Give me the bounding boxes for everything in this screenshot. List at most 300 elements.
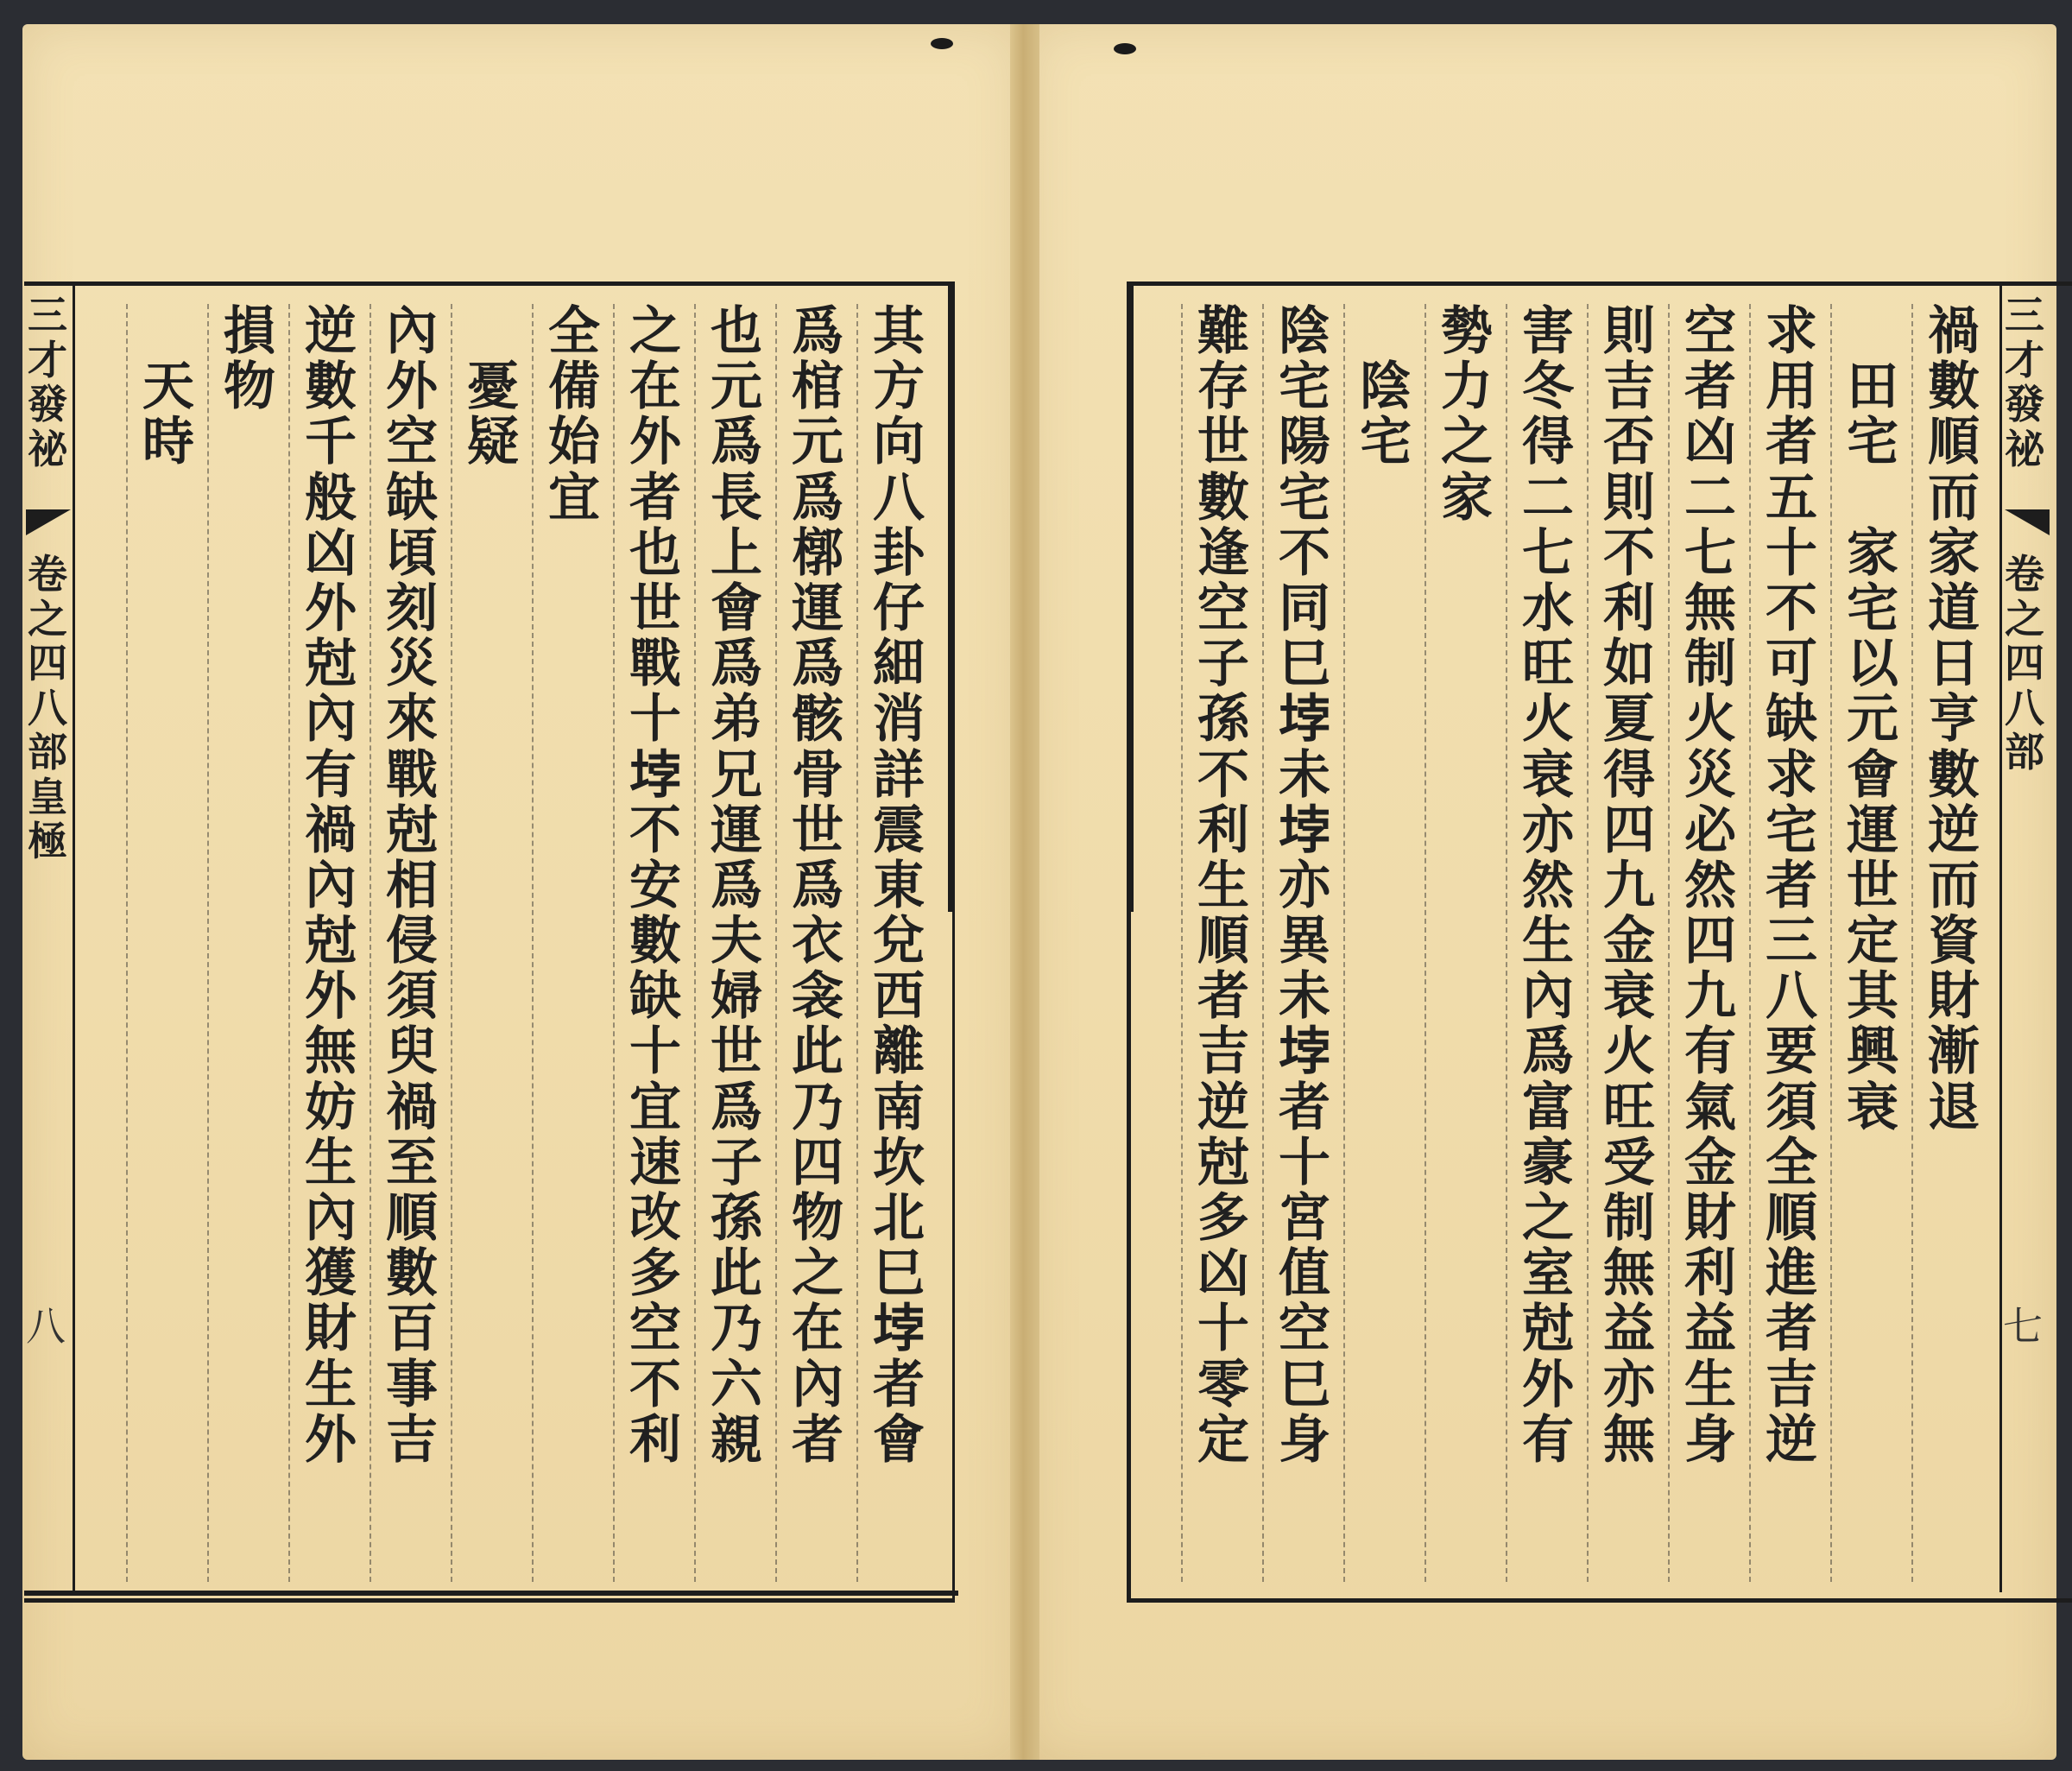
character: 改 — [629, 1188, 681, 1249]
character: 之 — [792, 1243, 843, 1305]
character: 逆 — [1766, 1409, 1817, 1471]
character: 孫 — [1197, 689, 1249, 750]
character: 吉 — [386, 1409, 438, 1471]
character: 吉 — [1766, 1354, 1817, 1415]
character: 也 — [629, 522, 681, 584]
column-rule — [1181, 304, 1184, 1582]
character: 不 — [629, 1354, 681, 1415]
character: 孫 — [711, 1188, 762, 1249]
character: 戰 — [629, 634, 681, 695]
character: 亨 — [1928, 689, 1980, 750]
character: 者 — [792, 1409, 843, 1471]
character: 否 — [1603, 412, 1655, 473]
right-banner-title: 三 才 發 祕 — [2005, 292, 2044, 472]
character: 夏 — [1603, 689, 1655, 750]
character: 臾 — [386, 1021, 438, 1083]
character: 利 — [1603, 578, 1655, 639]
character: 同 — [1279, 578, 1330, 639]
character: 冬 — [1522, 357, 1574, 418]
character: 進 — [1766, 1243, 1817, 1305]
left-banner-title: 三 才 發 祕 — [28, 292, 67, 472]
character: 來 — [386, 689, 438, 750]
character: 家 — [1928, 522, 1980, 584]
character: 要 — [1766, 1021, 1817, 1083]
character: 不 — [1766, 578, 1817, 639]
character: 氣 — [1684, 1077, 1736, 1138]
character: 婦 — [711, 966, 762, 1028]
character: 𡋯 — [1279, 800, 1330, 861]
character: 富 — [1522, 1077, 1574, 1138]
character: 空 — [1197, 578, 1249, 639]
character: 亦 — [1279, 855, 1330, 916]
character: 巳 — [873, 1243, 925, 1305]
character: 戰 — [386, 744, 438, 806]
character: 也 — [711, 301, 762, 362]
character: 害 — [1522, 301, 1574, 362]
character: 親 — [711, 1409, 762, 1471]
character: 凶 — [1197, 1243, 1249, 1305]
character: 之 — [1441, 412, 1493, 473]
character: 方 — [873, 357, 925, 418]
character: 金 — [1684, 1132, 1736, 1193]
character: 妨 — [305, 1077, 357, 1138]
character: 宅 — [1847, 412, 1898, 473]
column-rule — [1506, 304, 1508, 1582]
character: 九 — [1603, 855, 1655, 916]
character: 事 — [386, 1354, 438, 1415]
character: 無 — [1603, 1243, 1655, 1305]
column-rule — [1830, 304, 1833, 1582]
left-text-column — [221, 301, 278, 418]
left-text-column — [383, 301, 440, 1471]
character: 空 — [1279, 1299, 1330, 1360]
character: 五 — [1766, 467, 1817, 528]
character: 則 — [1603, 467, 1655, 528]
character: 千 — [305, 412, 357, 473]
character: 逆 — [305, 301, 357, 362]
character: 爲 — [711, 634, 762, 695]
character: 日 — [1928, 634, 1980, 695]
character: 道 — [1928, 578, 1980, 639]
character: 火 — [1684, 689, 1736, 750]
left-banner-strip — [24, 285, 75, 1592]
character: 外 — [629, 412, 681, 473]
character: 生 — [1684, 1354, 1736, 1415]
character: 運 — [711, 800, 762, 861]
fish-tail-mark — [26, 509, 71, 535]
character: 順 — [386, 1188, 438, 1249]
character: 存 — [1197, 357, 1249, 418]
column-rule — [775, 304, 778, 1582]
character: 不 — [629, 800, 681, 861]
character: 消 — [873, 689, 925, 750]
character: 南 — [873, 1077, 925, 1138]
character: 然 — [1684, 855, 1736, 916]
character: 六 — [711, 1354, 762, 1415]
character: 在 — [792, 1299, 843, 1360]
character: 禍 — [305, 800, 357, 861]
character: 子 — [711, 1132, 762, 1193]
character: 未 — [1279, 744, 1330, 806]
character: 爲 — [711, 1077, 762, 1138]
column-rule — [1668, 304, 1671, 1582]
character: 缺 — [1766, 689, 1817, 750]
character: 空 — [629, 1299, 681, 1360]
character: 侵 — [386, 911, 438, 972]
character: 災 — [1684, 744, 1736, 806]
character: 般 — [305, 467, 357, 528]
character: 金 — [1603, 911, 1655, 972]
character: 此 — [711, 1243, 762, 1305]
character: 數 — [305, 357, 357, 418]
character: 四 — [792, 1132, 843, 1193]
character: 以 — [1847, 634, 1898, 695]
character: 者 — [629, 467, 681, 528]
character: 而 — [1928, 467, 1980, 528]
character: 宮 — [1279, 1188, 1330, 1249]
character: 利 — [1684, 1243, 1736, 1305]
character: 力 — [1441, 357, 1493, 418]
character: 退 — [1928, 1077, 1980, 1138]
character: 詳 — [873, 744, 925, 806]
column-rule — [288, 304, 291, 1582]
character: 宜 — [629, 1077, 681, 1138]
character: 爲 — [792, 467, 843, 528]
character: 獲 — [305, 1243, 357, 1305]
character: 元 — [792, 412, 843, 473]
character — [140, 304, 197, 359]
right-volume-title: 卷 之 四 八 部 — [2005, 551, 2044, 776]
right-text-column — [1276, 301, 1333, 1471]
column-rule — [1262, 304, 1265, 1582]
character: 尅 — [305, 634, 357, 695]
character: 十 — [1197, 1299, 1249, 1360]
right-text-column — [1763, 301, 1820, 1471]
character: 元 — [1847, 689, 1898, 750]
character: 無 — [1684, 578, 1736, 639]
character: 數 — [386, 1243, 438, 1305]
character: 衣 — [792, 911, 843, 972]
character: 豪 — [1522, 1132, 1574, 1193]
character: 無 — [305, 1021, 357, 1083]
column-rule — [1424, 304, 1427, 1582]
character: 內 — [305, 855, 357, 916]
character: 火 — [1603, 1021, 1655, 1083]
character: 漸 — [1928, 1021, 1980, 1083]
column-rule — [207, 304, 210, 1582]
character — [1844, 471, 1901, 526]
character: 凶 — [305, 522, 357, 584]
character: 二 — [1522, 467, 1574, 528]
character: 益 — [1603, 1299, 1655, 1360]
character: 四 — [1603, 800, 1655, 861]
character — [464, 304, 521, 359]
left-text-columns — [76, 301, 948, 1582]
character: 逢 — [1197, 522, 1249, 584]
character: 細 — [873, 634, 925, 695]
character: 禍 — [386, 1077, 438, 1138]
character: 者 — [1279, 1077, 1330, 1138]
right-frame-outer-rule — [1127, 281, 1134, 912]
character: 坎 — [873, 1132, 925, 1193]
character: 八 — [873, 467, 925, 528]
character: 生 — [1197, 855, 1249, 916]
column-rule — [1749, 304, 1752, 1582]
character: 外 — [305, 1409, 357, 1471]
character: 財 — [1928, 966, 1980, 1028]
character: 其 — [1847, 966, 1898, 1028]
character: 陰 — [1360, 357, 1412, 418]
right-text-column — [1844, 304, 1901, 1138]
left-volume-title: 卷 之 四 八 部 皇 極 — [28, 551, 67, 865]
character: 有 — [305, 744, 357, 806]
character: 亦 — [1522, 800, 1574, 861]
character: 須 — [1766, 1077, 1817, 1138]
character: 外 — [386, 357, 438, 418]
character: 缺 — [386, 467, 438, 528]
character: 𡋯 — [873, 1299, 925, 1360]
character: 值 — [1279, 1243, 1330, 1305]
character: 𡋯 — [629, 744, 681, 806]
character: 不 — [1603, 522, 1655, 584]
character: 可 — [1766, 634, 1817, 695]
character: 十 — [629, 689, 681, 750]
left-text-column — [708, 301, 765, 1471]
character: 然 — [1522, 855, 1574, 916]
character: 外 — [305, 578, 357, 639]
character: 難 — [1197, 301, 1249, 362]
character: 空 — [386, 412, 438, 473]
character: 運 — [792, 578, 843, 639]
character: 外 — [305, 966, 357, 1028]
character: 宜 — [548, 467, 600, 528]
column-rule — [370, 304, 372, 1582]
character: 爲 — [711, 855, 762, 916]
character: 必 — [1684, 800, 1736, 861]
character: 定 — [1197, 1409, 1249, 1471]
character: 上 — [711, 522, 762, 584]
character: 世 — [629, 578, 681, 639]
character: 勢 — [1441, 301, 1493, 362]
character: 宅 — [1279, 467, 1330, 528]
column-rule — [856, 304, 859, 1582]
character: 定 — [1847, 911, 1898, 972]
character: 無 — [1603, 1409, 1655, 1471]
character: 之 — [629, 301, 681, 362]
character: 須 — [386, 966, 438, 1028]
character: 之 — [1522, 1188, 1574, 1249]
right-text-column — [1195, 301, 1252, 1471]
character: 水 — [1522, 578, 1574, 639]
character: 災 — [386, 634, 438, 695]
character: 凶 — [1684, 412, 1736, 473]
character: 東 — [873, 855, 925, 916]
character: 速 — [629, 1132, 681, 1193]
character: 槨 — [792, 522, 843, 584]
right-text-column — [1357, 304, 1414, 471]
binding-hole — [1114, 43, 1136, 54]
character: 室 — [1522, 1243, 1574, 1305]
character: 興 — [1847, 1021, 1898, 1083]
character: 逆 — [1197, 1077, 1249, 1138]
character: 巳 — [1279, 634, 1330, 695]
character — [1844, 304, 1901, 359]
character: 不 — [1279, 522, 1330, 584]
character: 十 — [1279, 1132, 1330, 1193]
character: 爲 — [792, 634, 843, 695]
character: 在 — [629, 357, 681, 418]
character: 爲 — [711, 412, 762, 473]
character: 衰 — [1522, 744, 1574, 806]
character: 物 — [792, 1188, 843, 1249]
character: 夫 — [711, 911, 762, 972]
column-rule — [126, 304, 129, 1582]
character: 尅 — [305, 911, 357, 972]
left-text-column — [870, 301, 927, 1471]
character: 生 — [1522, 911, 1574, 972]
character: 物 — [224, 357, 275, 418]
character: 未 — [1279, 966, 1330, 1028]
character: 者 — [873, 1354, 925, 1415]
character: 長 — [711, 467, 762, 528]
column-rule — [451, 304, 453, 1582]
character: 子 — [1197, 634, 1249, 695]
right-text-column — [1601, 301, 1658, 1471]
character: 內 — [1522, 966, 1574, 1028]
character: 順 — [1928, 412, 1980, 473]
character: 衰 — [1847, 1077, 1898, 1138]
character: 𡋯 — [1279, 1021, 1330, 1083]
character: 四 — [1684, 911, 1736, 972]
character: 其 — [873, 301, 925, 362]
character: 者 — [1766, 855, 1817, 916]
character: 尅 — [1522, 1299, 1574, 1360]
character: 田 — [1847, 357, 1898, 418]
left-page-number: 八 — [26, 1303, 66, 1350]
character: 吉 — [1603, 357, 1655, 418]
character: 衾 — [792, 966, 843, 1028]
character: 者 — [1197, 966, 1249, 1028]
character: 尅 — [386, 800, 438, 861]
character: 有 — [1684, 1021, 1736, 1083]
character: 會 — [711, 578, 762, 639]
character: 棺 — [792, 357, 843, 418]
character: 全 — [548, 301, 600, 362]
character: 向 — [873, 412, 925, 473]
fish-tail-mark — [2005, 509, 2050, 535]
left-text-column — [140, 304, 197, 471]
character: 八 — [1766, 966, 1817, 1028]
character: 順 — [1197, 911, 1249, 972]
character: 禍 — [1928, 301, 1980, 362]
character: 者 — [1684, 357, 1736, 418]
character: 用 — [1766, 357, 1817, 418]
character: 元 — [711, 357, 762, 418]
character: 宅 — [1847, 578, 1898, 639]
character: 此 — [792, 1021, 843, 1083]
character: 不 — [1197, 744, 1249, 806]
character: 卦 — [873, 522, 925, 584]
character: 缺 — [629, 966, 681, 1028]
column-rule — [613, 304, 616, 1582]
character: 空 — [1684, 301, 1736, 362]
character: 兌 — [873, 911, 925, 972]
character: 求 — [1766, 744, 1817, 806]
character: 外 — [1522, 1354, 1574, 1415]
character: 頃 — [386, 522, 438, 584]
character: 內 — [305, 1188, 357, 1249]
character: 弟 — [711, 689, 762, 750]
character: 受 — [1603, 1132, 1655, 1193]
character: 七 — [1522, 522, 1574, 584]
character: 得 — [1522, 412, 1574, 473]
character: 零 — [1197, 1354, 1249, 1415]
character: 骸 — [792, 689, 843, 750]
character: 尅 — [1197, 1132, 1249, 1193]
character: 有 — [1522, 1409, 1574, 1471]
character: 兄 — [711, 744, 762, 806]
character: 乃 — [711, 1299, 762, 1360]
character: 世 — [792, 800, 843, 861]
character: 離 — [873, 1021, 925, 1083]
right-text-columns — [1140, 301, 1994, 1582]
character: 旺 — [1603, 1077, 1655, 1138]
character: 順 — [1766, 1188, 1817, 1249]
character: 十 — [629, 1021, 681, 1083]
character: 七 — [1684, 522, 1736, 584]
right-page-number: 七 — [2003, 1303, 2043, 1350]
character: 內 — [305, 689, 357, 750]
character: 數 — [629, 911, 681, 972]
character: 數 — [1928, 744, 1980, 806]
character: 財 — [1684, 1188, 1736, 1249]
character: 憂 — [467, 357, 519, 418]
character: 三 — [1766, 911, 1817, 972]
character: 身 — [1684, 1409, 1736, 1471]
character: 資 — [1928, 911, 1980, 972]
character: 家 — [1441, 467, 1493, 528]
character: 時 — [142, 412, 194, 473]
character: 世 — [1847, 855, 1898, 916]
character: 爲 — [1522, 1021, 1574, 1083]
character: 而 — [1928, 855, 1980, 916]
character: 衰 — [1603, 966, 1655, 1028]
character — [1357, 304, 1414, 359]
character: 旺 — [1522, 634, 1574, 695]
character: 生 — [305, 1354, 357, 1415]
character: 數 — [1928, 357, 1980, 418]
character: 如 — [1603, 634, 1655, 695]
character: 天 — [142, 357, 194, 418]
right-text-column — [1519, 301, 1576, 1471]
character: 始 — [548, 412, 600, 473]
character: 相 — [386, 855, 438, 916]
character: 宅 — [1360, 412, 1412, 473]
character: 損 — [224, 301, 275, 362]
character: 內 — [386, 301, 438, 362]
character: 利 — [629, 1409, 681, 1471]
character: 宅 — [1766, 800, 1817, 861]
character: 𡋯 — [1279, 689, 1330, 750]
character: 刻 — [386, 578, 438, 639]
character: 陰 — [1279, 301, 1330, 362]
character: 乃 — [792, 1077, 843, 1138]
character: 得 — [1603, 744, 1655, 806]
column-rule — [1587, 304, 1589, 1582]
character: 爲 — [792, 855, 843, 916]
character: 吉 — [1197, 1021, 1249, 1083]
character: 備 — [548, 357, 600, 418]
